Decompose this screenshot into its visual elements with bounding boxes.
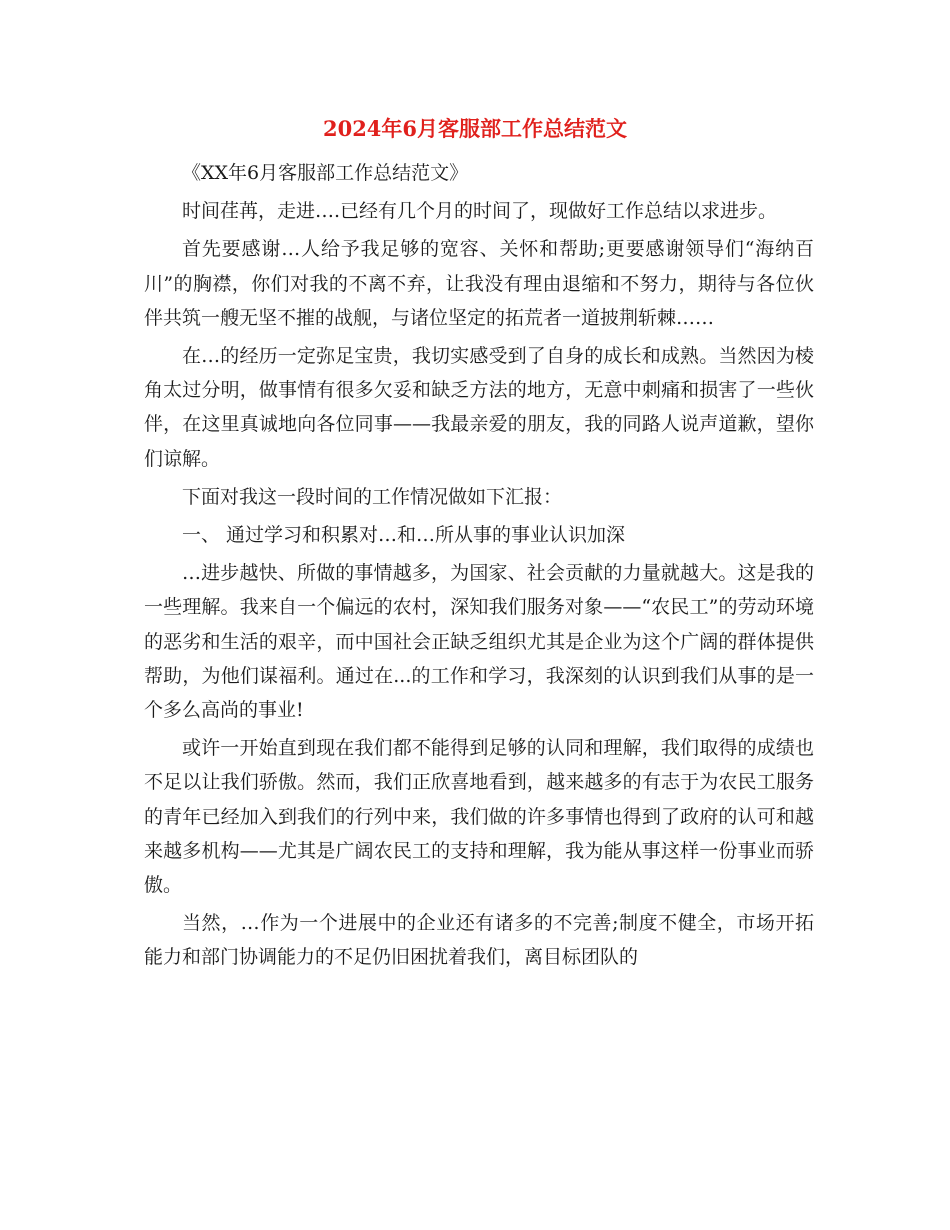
paragraph-2: 时间荏苒，走进….已经有几个月的时间了，现做好工作总结以求进步。 [182, 200, 778, 223]
section-heading-1: 一、 通过学习和积累对…和…所从事的事业认识加深 [182, 524, 626, 547]
paragraph-6: …进步越快、所做的事情越多，为国家、社会贡献的力量就越大。这是我的一些理解。我来自一个偏远的农村，深知我们服务对象——“农民工”的劳动环境的恶劣和生活的艰辛，而中国社会正缺乏组织尤其是企业为这个广阔的群体提供帮助，为他们谋福利。通过在...的工作和学习，我深刻的认识到我们从事的是一个多么高尚的事业! [144, 562, 814, 722]
document-body [144, 156, 814, 975]
document-title: 2024年6月客服部工作总结范文 [322, 116, 628, 141]
paragraph-4: 在…的经历一定弥足宝贵，我切实感受到了自身的成长和成熟。当然因为棱角太过分明，做事情有很多欠妥和缺乏方法的地方，无意中刺痛和损害了一些伙伴，在这里真诚地向各位同事——我最亲爱的朋友，我的同路人说声道歉，望你们谅解。 [144, 345, 814, 470]
paragraph-3: 首先要感谢…人给予我足够的宽容、关怀和帮助;更要感谢领导们“海纳百川”的胸襟，你们对我的不离不弃，让我没有理由退缩和不努力，期待与各位伙伴共筑一艘无坚不摧的战舰，与诸位坚定的拓荒者一道披荆斩棘…… [144, 238, 814, 329]
paragraph-7: 或许一开始直到现在我们都不能得到足够的认同和理解，我们取得的成绩也不足以让我们骄傲。然而，我们正欣喜地看到，越来越多的有志于为农民工服务的青年已经加入到我们的行列中来，我们做的许多事情也得到了政府的认可和越来越多机构——尤其是广阔农民工的支持和理解，我为能从事这样一份事业而骄傲。 [144, 737, 814, 897]
paragraph-5: 下面对我这一段时间的工作情况做如下汇报： [182, 485, 563, 508]
paragraph-8: 当然，…作为一个进展中的企业还有诸多的不完善;制度不健全，市场开拓能力和部门协调能力的不足仍旧困扰着我们，离目标团队的 [144, 912, 814, 969]
paragraph-1: 《XX年6月客服部工作总结范文》 [182, 162, 469, 184]
